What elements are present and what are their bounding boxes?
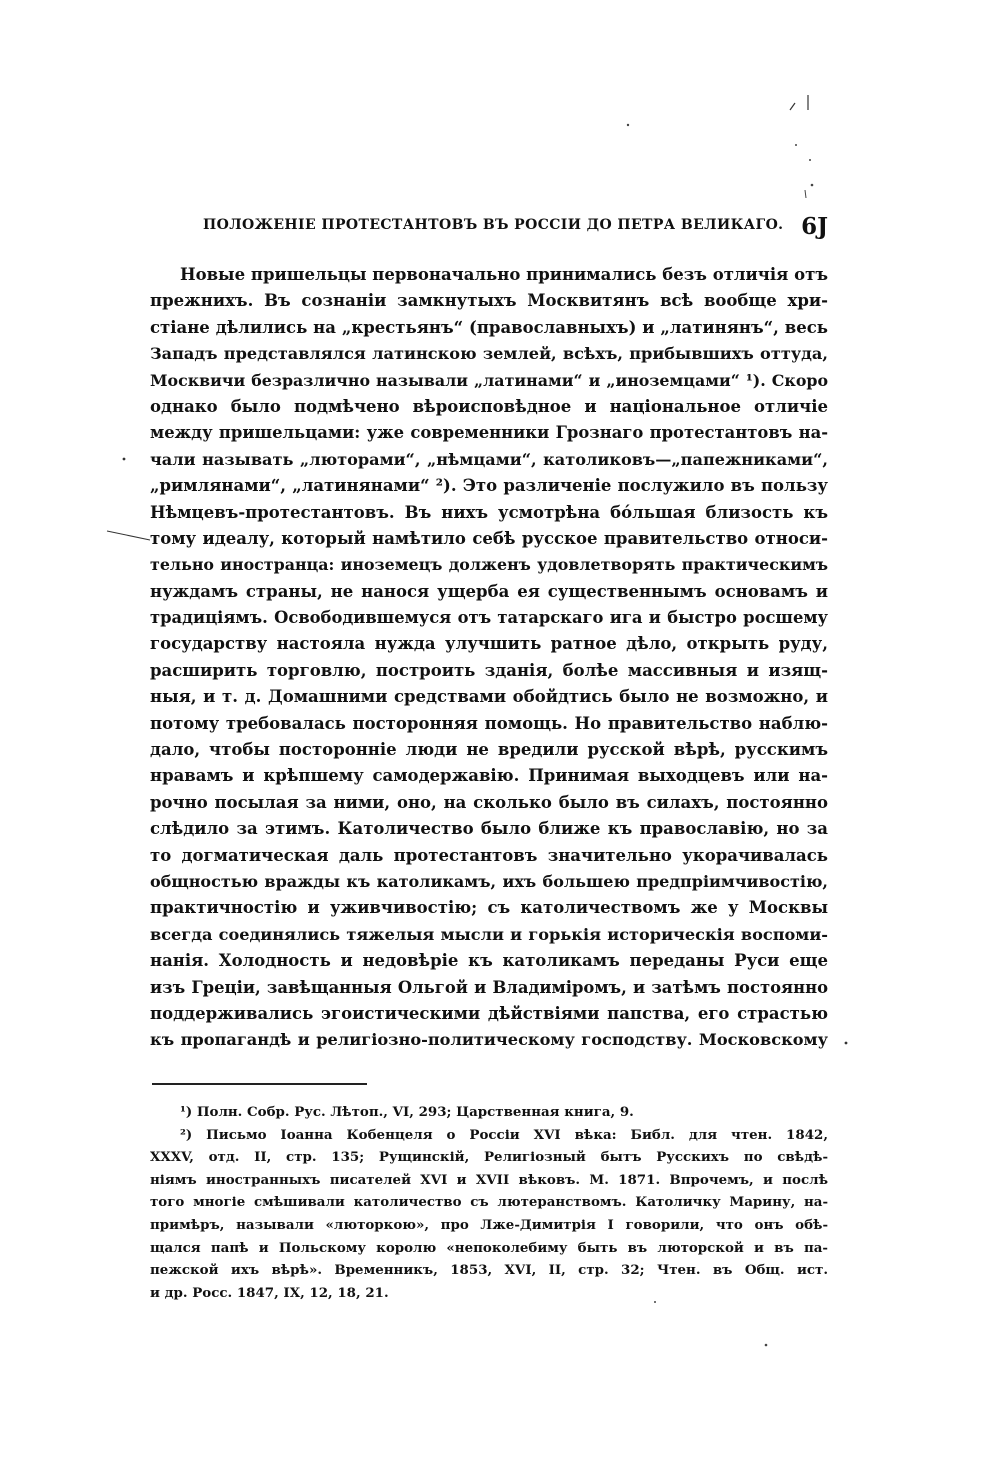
footnote-line: ²) Письмо Іоанна Кобенцеля о Россіи XVI вѣка: Библ. для чтен. 1842, (180, 1126, 828, 1143)
text-line: тельно иностранца: иноземецъ долженъ удовлетворять практическимъ (150, 555, 828, 575)
text-line: стіане дѣлились на „крестьянъ“ (православныхъ) и „латинянъ“, весь (150, 317, 828, 337)
text-line: слѣдило за этимъ. Католичество было ближе къ православію, но за (150, 819, 828, 839)
scan-mark (809, 159, 811, 161)
footnote-line: и др. Росс. 1847, IX, 12, 18, 21. (150, 1284, 389, 1301)
scan-mark (765, 1344, 768, 1347)
scan-mark (123, 458, 126, 461)
text-line: между пришельцами: уже современники Грознаго протестантовъ на- (150, 423, 828, 443)
main-text (150, 262, 828, 1054)
text-line: всегда соединялись тяжелыя мысли и горькія историческія воспоми- (150, 924, 828, 944)
scan-mark (805, 190, 806, 198)
scan-mark (795, 144, 797, 146)
footnote-line: того многіе смѣшивали католичество съ лютеранствомъ. Католичку Марину, на- (150, 1194, 828, 1211)
header-title: ПОЛОЖЕНІЕ ПРОТЕСТАНТОВЪ ВЪ РОССІИ ДО ПЕТРА ВЕЛИКАГО. (203, 217, 784, 233)
text-line: то догматическая даль протестантовъ значительно укорачивалась (150, 845, 828, 865)
text-line: нанія. Холодность и недовѣріе къ католикамъ переданы Руси еще (150, 951, 828, 971)
footnote-line: щался папѣ и Польскому королю «непоколебиму быть въ люторской и въ па- (150, 1239, 828, 1256)
running-header (150, 213, 828, 243)
text-line: расширить торговлю, построить зданія, болѣе массивныя и изящ- (150, 660, 828, 680)
text-line: „римлянами“, „латинянами“ ²). Это различеніе послужило въ пользу (150, 476, 828, 496)
text-line: однако было подмѣчено вѣроисповѣдное и національное отличіе (150, 396, 828, 416)
text-line: Нѣмцевъ-протестантовъ. Въ нихъ усмотрѣна бо́льшая близость къ (150, 502, 828, 522)
text-line: изъ Греціи, завѣщанныя Ольгой и Владиміромъ, и затѣмъ постоянно (150, 977, 828, 997)
text-line: нравамъ и крѣпшему самодержавію. Принимая выходцевъ или на- (150, 766, 828, 786)
text-line: дало, чтобы посторонніе люди не вредили русской вѣрѣ, русскимъ (150, 740, 828, 760)
footnote-line: XXXV, отд. II, стр. 135; Рущинскій, Религіозный бытъ Русскихъ по свѣдѣ- (150, 1149, 828, 1166)
text-line: чали называть „люторами“, „нѣмцами“, католиковъ—„папежниками“, (150, 449, 828, 469)
footnote-line: ніямъ иностранныхъ писателей XVI и XVII вѣковъ. М. 1871. Впрочемъ, и послѣ (150, 1171, 828, 1188)
text-line: Москвичи безразлично называли „латинами“ и „иноземцами“ ¹). Скоро (150, 370, 828, 390)
scan-mark (845, 1042, 848, 1045)
footnote-line: примѣръ, называли «люторкою», про Лже-Димитрія I говорили, что онъ обѣ- (150, 1216, 828, 1233)
footnote-line: ¹) Полн. Собр. Рус. Лѣтоп., VI, 293; Царственная книга, 9. (180, 1104, 634, 1120)
text-line: практичностію и уживчивостію; съ католичествомъ же у Москвы (150, 898, 828, 918)
text-line: нуждамъ страны, не нанося ущерба ея существеннымъ основамъ и (150, 581, 828, 601)
scan-mark (627, 124, 629, 126)
text-line: потому требовалась посторонняя помощь. Но правительство наблю- (150, 713, 828, 733)
footnote-divider (152, 1083, 367, 1085)
text-line: поддерживались эгоистическими дѣйствіями папства, его страстью (150, 1003, 828, 1023)
scan-mark (811, 184, 814, 187)
text-line: государству настояла нужда улучшить ратное дѣло, открыть руду, (150, 634, 828, 654)
text-line: къ пропагандѣ и религіозно-политическому господству. Московскому (150, 1030, 828, 1050)
text-line: Западъ представлялся латинскою землей, всѣхъ, прибывшихъ оттуда, (150, 344, 828, 364)
footnotes (150, 1101, 828, 1304)
text-line: прежнихъ. Въ сознаніи замкнутыхъ Москвитянъ всѣ вообще хри- (150, 291, 828, 311)
scan-mark (107, 531, 150, 540)
page-number: 6J (801, 213, 828, 240)
text-line: тому идеалу, который намѣтило себѣ русское правительство относи- (150, 528, 828, 548)
text-line: традиціямъ. Освободившемуся отъ татарскаго ига и быстро росшему (150, 608, 828, 628)
text-line: общностью вражды къ католикамъ, ихъ большею предпріимчивостію, (150, 871, 828, 891)
footnote-line: пежской ихъ вѣрѣ». Временникъ, 1853, XVI, II, стр. 32; Чтен. въ Общ. ист. (150, 1262, 828, 1279)
scan-mark (790, 103, 795, 110)
text-line: рочно посылая за ними, оно, на сколько было въ силахъ, постоянно (150, 792, 828, 812)
text-line: ныя, и т. д. Домашними средствами обойдтись было не возможно, и (150, 687, 828, 707)
text-line: Новые пришельцы первоначально принимались безъ отличія отъ (180, 265, 828, 284)
